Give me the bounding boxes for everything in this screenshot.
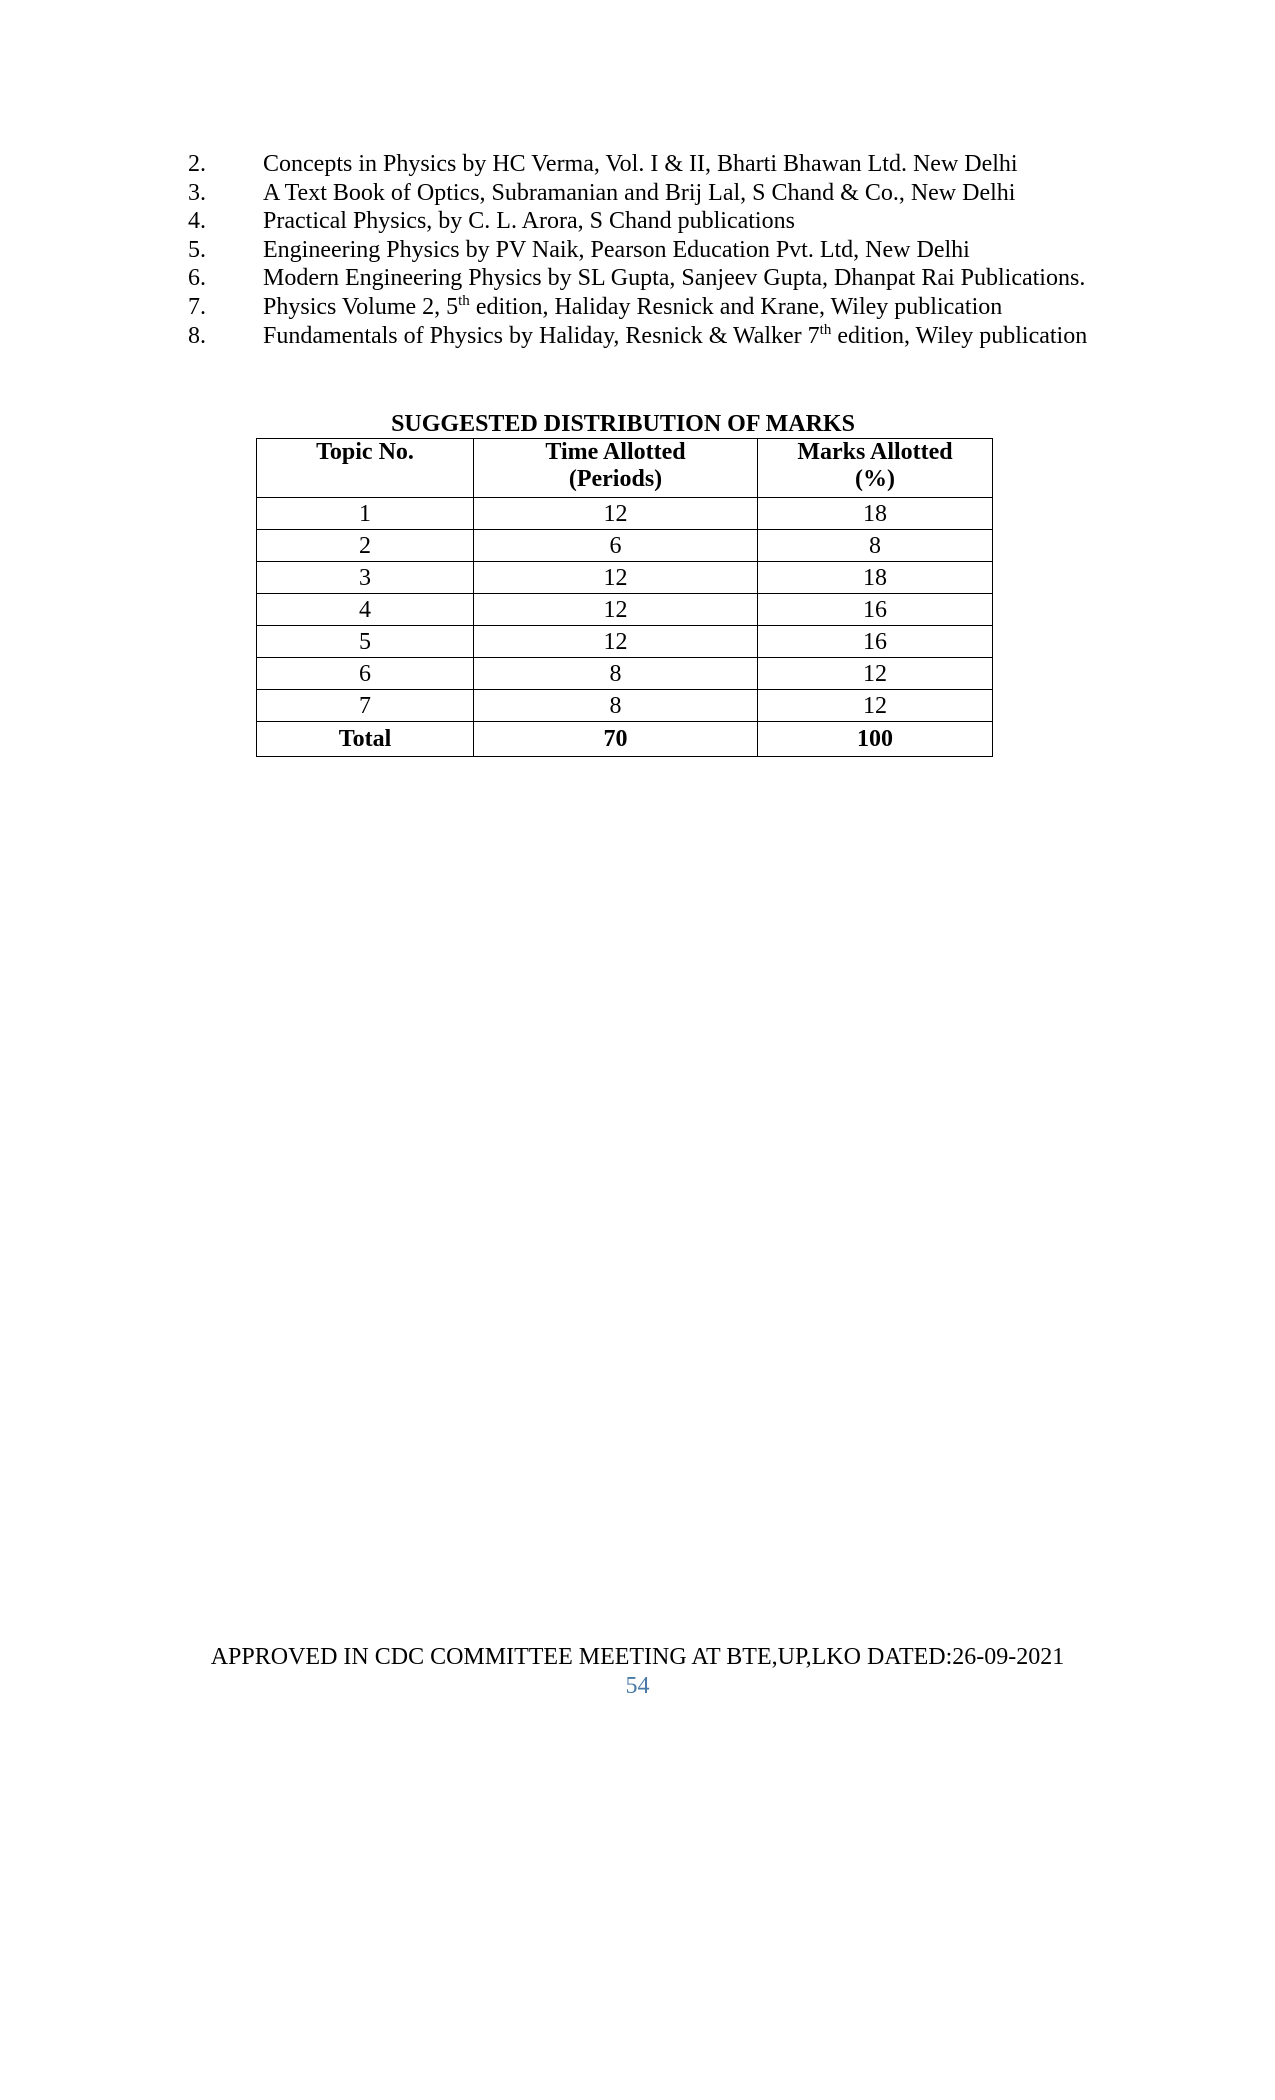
reference-text: Practical Physics, by C. L. Arora, S Chand publications [263, 208, 795, 235]
reference-item [188, 179, 1188, 208]
reference-item [188, 150, 1188, 179]
reference-text: Fundamentals of Physics by Haliday, Resnick & Walker 7th edition, Wiley publication [263, 321, 1088, 349]
table-row [257, 658, 993, 690]
time-cell: 6 [474, 530, 758, 562]
time-cell: 12 [474, 594, 758, 626]
table-row [257, 690, 993, 722]
reference-number: 6. [188, 265, 206, 292]
superscript: th [819, 321, 832, 338]
marks-distribution-title: SUGGESTED DISTRIBUTION OF MARKS [391, 411, 855, 437]
reference-item [188, 264, 1188, 293]
reference-item [188, 322, 1188, 351]
total-label-cell: Total [257, 722, 474, 757]
reference-number: 8. [188, 322, 206, 349]
reference-number: 4. [188, 208, 206, 235]
topic-cell: 4 [257, 594, 474, 626]
reference-item [188, 236, 1188, 265]
topic-cell: 2 [257, 530, 474, 562]
superscript: th [458, 292, 470, 309]
time-cell: 12 [474, 498, 758, 530]
topic-cell: 6 [257, 658, 474, 690]
time-cell: 8 [474, 658, 758, 690]
reference-number: 2. [188, 151, 206, 177]
reference-text: Modern Engineering Physics by SL Gupta, Sanjeev Gupta, Dhanpat Rai Publications. [263, 265, 1086, 292]
marks-cell: 12 [758, 690, 993, 722]
reference-number: 7. [188, 293, 206, 320]
page-number: 54 [625, 1673, 650, 1699]
table-row [257, 626, 993, 658]
table-row [257, 498, 993, 530]
table-total-row [257, 722, 993, 757]
marks-cell: 16 [758, 626, 993, 658]
table-row [257, 562, 993, 594]
reference-item [188, 207, 1188, 236]
table-row [257, 530, 993, 562]
marks-distribution-table [256, 438, 993, 757]
time-cell: 12 [474, 626, 758, 658]
topic-cell: 5 [257, 626, 474, 658]
time-cell: 12 [474, 562, 758, 594]
time-cell: 8 [474, 690, 758, 722]
approval-footer: APPROVED IN CDC COMMITTEE MEETING AT BTE,UP,LKO DATED:26-09-2021 [210, 1644, 1065, 1670]
marks-cell: 18 [758, 562, 993, 594]
topic-cell: 7 [257, 690, 474, 722]
reference-item [188, 293, 1188, 322]
marks-cell: 16 [758, 594, 993, 626]
reference-list [188, 150, 1188, 350]
header-topic-no: Topic No. [257, 439, 474, 498]
marks-cell: 18 [758, 498, 993, 530]
header-time-allotted: Time Allotted (Periods) [474, 439, 758, 498]
reference-number: 3. [188, 179, 206, 206]
marks-cell: 8 [758, 530, 993, 562]
total-time-cell: 70 [474, 722, 758, 757]
reference-text: A Text Book of Optics, Subramanian and Brij Lal, S Chand & Co., New Delhi [263, 179, 1016, 206]
topic-cell: 3 [257, 562, 474, 594]
topic-cell: 1 [257, 498, 474, 530]
reference-text: Physics Volume 2, 5th edition, Haliday Resnick and Krane, Wiley publication [263, 292, 1003, 320]
table-row [257, 594, 993, 626]
total-marks-cell: 100 [758, 722, 993, 757]
marks-cell: 12 [758, 658, 993, 690]
table-header-row [257, 439, 993, 498]
reference-text: Concepts in Physics by HC Verma, Vol. I & II, Bharti Bhawan Ltd. New Delhi [263, 151, 1018, 177]
reference-number: 5. [188, 236, 206, 263]
reference-text: Engineering Physics by PV Naik, Pearson Education Pvt. Ltd, New Delhi [263, 236, 970, 263]
header-marks-allotted: Marks Allotted (%) [758, 439, 993, 498]
